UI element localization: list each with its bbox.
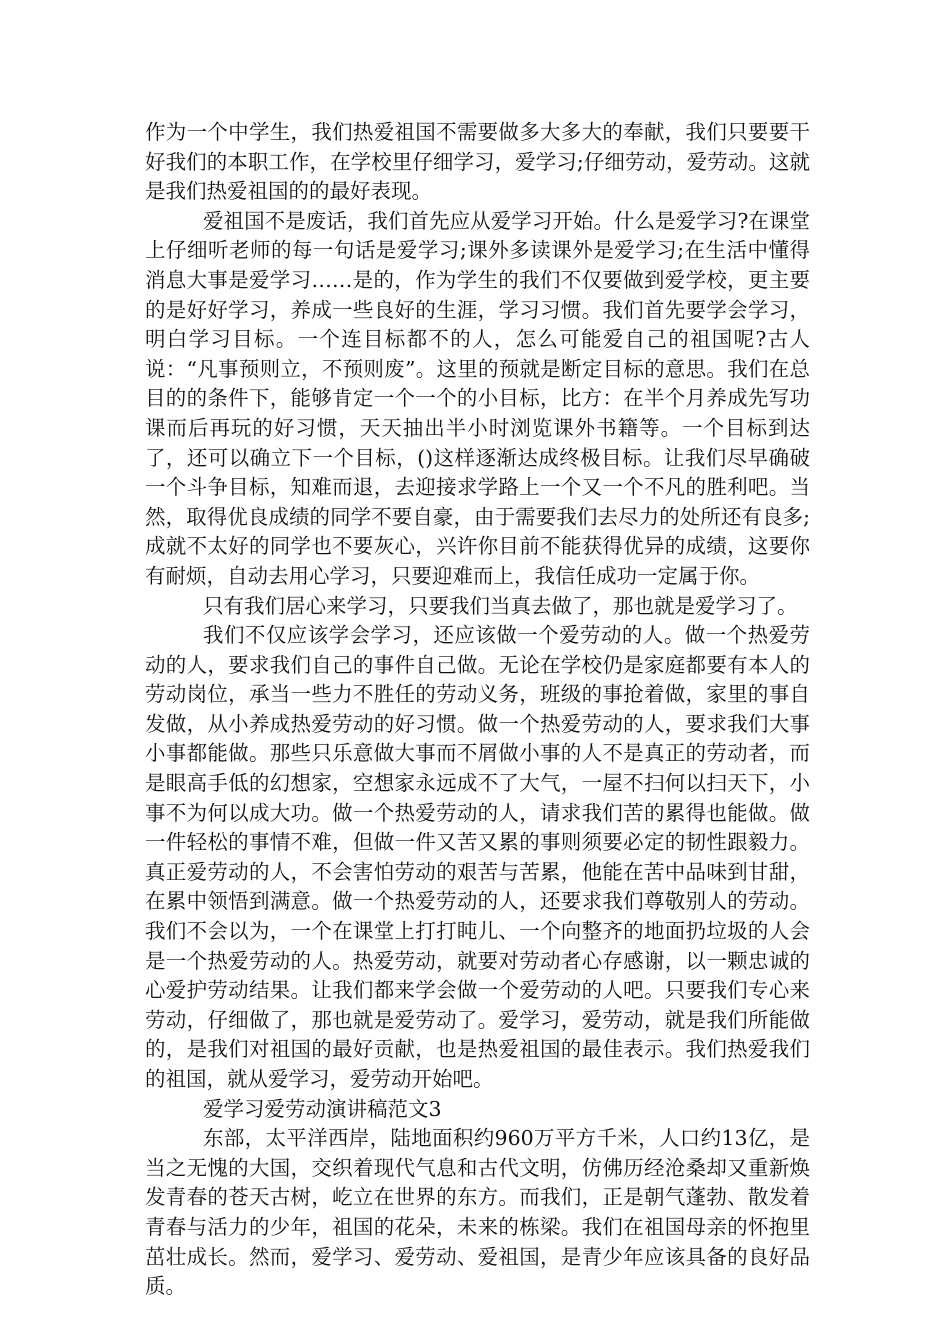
paragraph-motherland: 东部，太平洋西岸，陆地面积约960万平方千米，人口约13亿，是当之无愧的大国，交织着现代气息和古代文明，仿佛历经沧桑却又重新焕发青春的苍天古树，屹立在世界的东方。而我们，正是朝气蓬勃、散发着青春与活力的少年，祖国的花朵，未来的栋梁。我们在祖国母亲的怀抱里茁壮成长。然而，爱学习、爱劳动、爱祖国，是青少年应该具备的良好品质。 bbox=[145, 1126, 810, 1299]
paragraph-learning-summary: 只有我们居心来学习，只要我们当真去做了，那也就是爱学习了。 bbox=[203, 593, 798, 618]
document-body bbox=[145, 118, 810, 1302]
paragraph-love-labor: 我们不仅应该学会学习，还应该做一个爱劳动的人。做一个热爱劳动的人，要求我们自己的事件自己做。无论在学校仍是家庭都要有本人的劳动岗位，承当一些力不胜任的劳动义务，班级的事抢着做，家里的事自发做，从小养成热爱劳动的好习惯。做一个热爱劳动的人，要求我们大事小事都能做。那些只乐意做大事而不屑做小事的人不是真正的劳动者，而是眼高手低的幻想家，空想家永远成不了大气，一屋不扫何以扫天下，小事不为何以成大功。做一个热爱劳动的人，请求我们苦的累得也能做。做一件轻松的事情不难，但做一件又苦又累的事则须要必定的韧性跟毅力。真正爱劳动的人，不会害怕劳动的艰苦与苦累，他能在苦中品味到甘甜，在累中领悟到满意。做一个热爱劳动的人，还要求我们尊敬别人的劳动。我们不会以为，一个在课堂上打打盹儿、一个向整齐的地面扔垃圾的人会是一个热爱劳动的人。热爱劳动，就要对劳动者心存感谢，以一颗忠诚的心爱护劳动结果。让我们都来学会做一个爱劳动的人吧。只要我们专心来劳动，仔细做了，那也就是爱劳动了。爱学习，爱劳动，就是我们所能做的，是我们对祖国的最好贡献，也是热爱祖国的最佳表示。我们热爱我们的祖国，就从爱学习，爱劳动开始吧。 bbox=[145, 623, 810, 1091]
section-heading: 爱学习爱劳动演讲稿范文3 bbox=[203, 1096, 442, 1121]
paragraph-intro: 作为一个中学生，我们热爱祖国不需要做多大多大的奉献，我们只要要干好我们的本职工作，在学校里仔细学习，爱学习;仔细劳动，爱劳动。这就是我们热爱祖国的的最好表现。 bbox=[145, 120, 810, 204]
paragraph-love-learning: 爱祖国不是废话，我们首先应从爱学习开始。什么是爱学习?在课堂上仔细听老师的每一句话是爱学习;课外多读课外是爱学习;在生活中懂得消息大事是爱学习……是的，作为学生的我们不仅要做到爱学校，更主要的是好好学习，养成一些良好的生涯，学习习惯。我们首先要学会学习，明白学习目标。一个连目标都不的人，怎么可能爱自己的祖国呢?古人说：“凡事预则立，不预则废”。这里的预就是断定目标的意思。我们在总目的的条件下，能够肯定一个一个的小目标，比方：在半个月养成先写功课而后再玩的好习惯，天天抽出半小时浏览课外书籍等。一个目标到达了，还可以确立下一个目标，()这样逐渐达成终极目标。让我们尽早确破一个斗争目标，知难而退，去迎接求学路上一个又一个不凡的胜利吧。当然，取得优良成绩的同学不要自豪，由于需要我们去尽力的处所还有良多;成就不太好的同学也不要灰心，兴许你目前不能获得优异的成绩，这要你有耐烦，自动去用心学习，只要迎难而上，我信任成功一定属于你。 bbox=[145, 208, 810, 588]
